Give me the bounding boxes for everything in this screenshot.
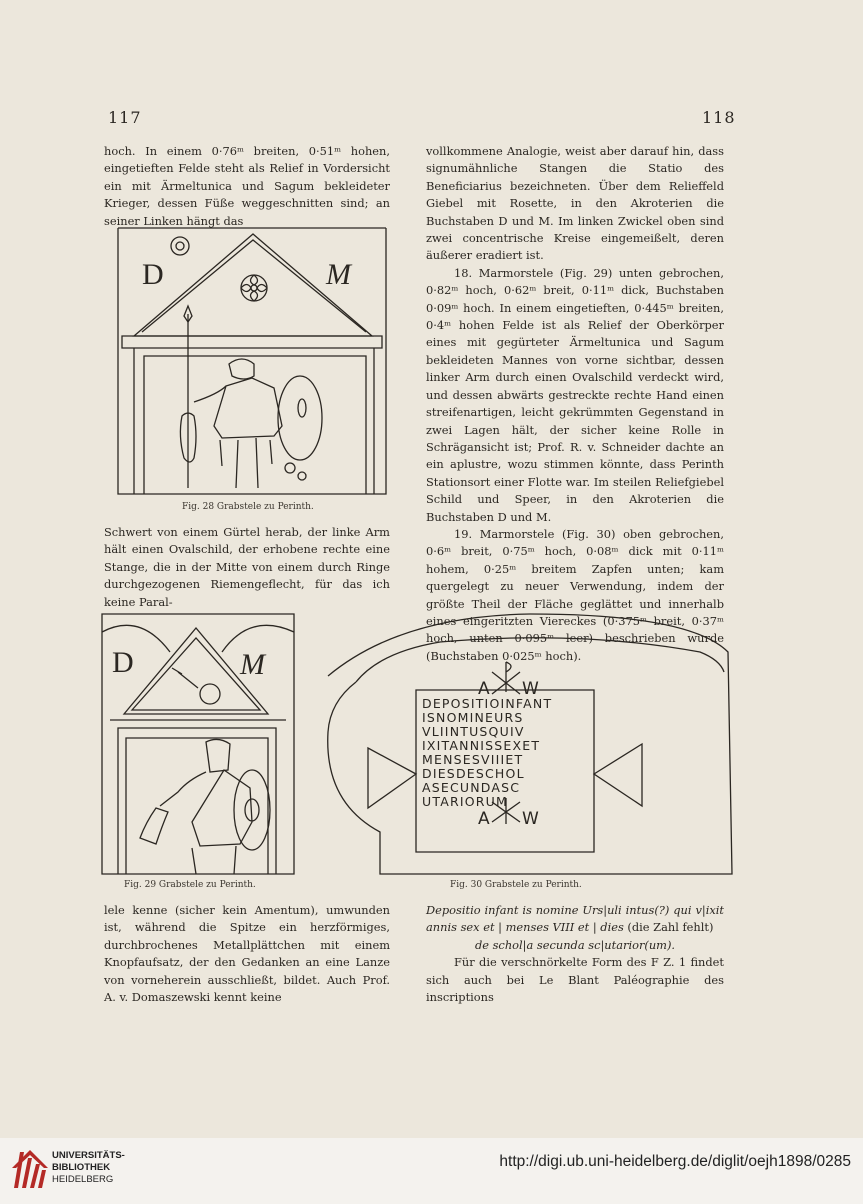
right-column-top (426, 143, 724, 665)
figure-29 (100, 612, 296, 876)
fig30-omega-top: W (522, 679, 539, 699)
inscription-line: UTARIORUM (422, 794, 508, 809)
paragraph: lele kenne (sicher kein Amentum), umwunden ist, während die Spitze ein herzförmiges, durchbrochenes Metallplättchen mit einem Knopfaufsatz, der den Gedanken an eine Lanze von vorneherein ausschließt, bildet. Auch Prof. A. v. Domaszewski kennt keine (104, 903, 390, 1005)
paragraph: hoch. In einem 0·76ᵐ breiten, 0·51ᵐ hohen, eingetieften Felde steht als Relief in Vordersicht ein mit Ärmeltunica und Sagum bekleideter Krieger, dessen Füße weggeschnitten sind; an seiner Linken hängt das (104, 144, 390, 228)
fig30-omega-bottom: W (522, 809, 539, 829)
fig30-alpha-top: A (478, 679, 490, 699)
inscription-line: IXITANNISSEXET (422, 738, 541, 753)
figure-28-caption: Fig. 28 Grabstele zu Perinth. (182, 502, 314, 512)
inscription-line: DEPOSITIOINFANT (422, 696, 553, 711)
left-column-middle (104, 524, 390, 611)
paragraph: 18. Marmorstele (Fig. 29) unten gebrochen, 0·82ᵐ hoch, 0·62ᵐ breit, 0·11ᵐ dick, Buchstaben 0·09ᵐ hoch. In einem eingetieften, 0·445ᵐ breiten, 0·4ᵐ hohen Felde ist als Relief der Oberkörper eines mit gegürteter Ärmeltunica und Sagum bekleideten Mannes von vorne sichtbar, dessen linker Arm durch einen Ovalschild verdeckt wird, und dessen abwärts gestreckte rechte Hand einen streifenartigen, leicht gekrümmten Gegenstand in zwei Lagen hält, der sicher keine Rolle in Schrägansicht ist; Prof. R. v. Schneider dachte an ein aplustre, wozu stimmen könnte, dass Perinth Stationsort einer Flotte war. Im steilen Reliefgiebel Schild und Speer, in den Akroterien die Buchstaben D und M. (426, 265, 724, 524)
right-column-bottom (426, 902, 724, 1006)
paragraph: 19. Marmorstele (Fig. 30) oben gebrochen, 0·6ᵐ breit, 0·75ᵐ hoch, 0·08ᵐ dick mit 0·11ᵐ hohem, 0·25ᵐ breitem Zapfen unten; kam quergelegt zu neuer Verwendung, indem der größte Theil der Fläche geglättet und innerhalb eines eingeritzten Viereckes (0·375ᵐ breit, 0·37ᵐ hoch, unten 0·095ᵐ leer) beschrieben wurde (Buchstaben 0·025ᵐ hoch). (426, 526, 724, 663)
inscription-line: MENSESVIIIET (422, 752, 524, 767)
paragraph: Für die verschnörkelte Form des F Z. 1 findet sich auch bei Le Blant Paléographie des inscriptions (426, 955, 724, 1005)
fig29-letter-d: D (112, 646, 134, 679)
inscription-line: DIESDESCHOL (422, 766, 525, 781)
library-line: HEIDELBERG (52, 1174, 114, 1185)
library-line: UNIVERSITÄTS- (52, 1150, 125, 1161)
fig30-alpha-bottom: A (478, 809, 490, 829)
paragraph: vollkommene Analogie, weist aber darauf hin, dass signumähnliche Stangen die Statio des Beneficiarius bezeichneten. Über dem Relieffeld Giebel mit Rosette, in den Akroterien die Buchstaben D und M. Im linken Zwickel oben sind zwei concentrische Kreise eingemeißelt, deren äußerer eradiert ist. (426, 144, 724, 263)
page-number-left: 117 (108, 108, 142, 127)
library-name (52, 1150, 125, 1186)
library-line: BIBLIOTHEK (52, 1162, 111, 1173)
inscription-reading-end: de schol|a secunda sc|utarior(um). (474, 937, 676, 952)
paragraph: Schwert von einem Gürtel herab, der linke Arm hält einen Ovalschild, der erhobene rechte eine Stange, die in der Mitte von einem durch Ringe durchgezogenen Riemengeflecht, für das ich keine Paral- (104, 525, 390, 609)
footer-bar (0, 1138, 863, 1204)
figure-30-caption: Fig. 30 Grabstele zu Perinth. (450, 880, 582, 890)
inscription-line: VLIINTUSQUIV (422, 724, 525, 739)
inscription-reading-text: Depositio infant is nomine Urs|uli intus(?) qui v|ixit annis sex et | menses VIII et | dies (426, 903, 724, 935)
figure-28 (114, 226, 390, 496)
figure-29-caption: Fig. 29 Grabstele zu Perinth. (124, 880, 256, 890)
figure-28-drawing (114, 226, 390, 496)
document-url-link[interactable]: http://digi.ub.uni-heidelberg.de/diglit/oejh1898/0285 (499, 1153, 851, 1170)
figure-29-drawing (100, 612, 296, 876)
inscription-line: ASECUNDASC (422, 780, 521, 795)
fig29-letter-m: M (240, 648, 265, 681)
inscription-reading (426, 902, 724, 937)
inscription-line: ISNOMINEURS (422, 710, 524, 725)
left-column-bottom (104, 902, 390, 1006)
left-column-top (104, 143, 390, 230)
fig28-letter-d: D (142, 258, 164, 291)
page-number-right: 118 (702, 108, 736, 127)
inscription-reading-note: (die Zahl fehlt) (627, 920, 714, 935)
heidelberg-library-logo-icon (10, 1148, 50, 1192)
fig28-letter-m: M (326, 258, 351, 291)
